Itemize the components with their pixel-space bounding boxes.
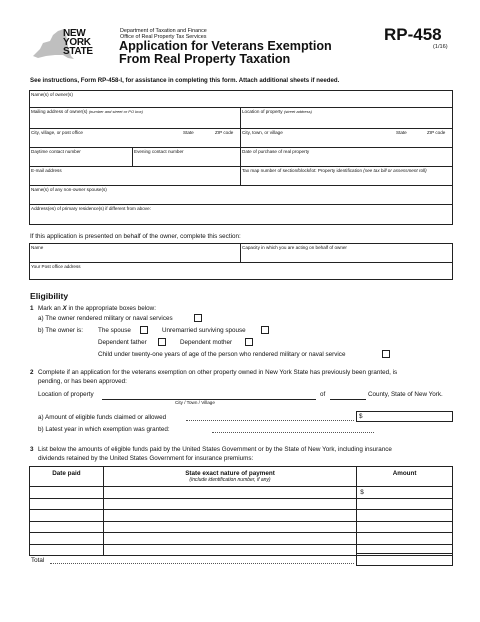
father-checkbox[interactable] [158,338,166,346]
col-date-paid [30,467,104,487]
primary-residence-label: Address(es) of primary residence(s) if different from above: [31,206,151,211]
q2a-text: a) Amount of eligible funds claimed or allowed [38,414,167,421]
agency-line1: Department of Taxation and Finance [120,28,207,34]
payment-amount-cell[interactable] [357,487,453,499]
county-field[interactable] [330,392,366,400]
q2b-text: b) Latest year in which exemption was granted: [38,426,170,433]
payment-nature-cell[interactable] [103,498,356,510]
instructions-line: See instructions, Form RP-458-I, for assistance in completing this form. Attach additional sheets if needed. [30,77,340,84]
mailing-address-note: (number and street or PO box) [88,109,143,114]
q2-number: 2 [30,369,34,376]
child-label: Child under twenty-one years of age of the person who rendered military or naval service [98,351,346,358]
child-checkbox[interactable] [382,350,390,358]
leader-dots [50,563,354,564]
property-city-field[interactable] [241,137,452,146]
q3-text-line1: List below the amounts of eligible funds paid by the United States Government or by the State of New York, including insurance [38,446,392,453]
payment-date-cell[interactable] [30,487,104,499]
payment-date-cell[interactable] [30,498,104,510]
zip-label: ZIP code [215,130,234,135]
nonowner-spouse-label: Name(s) of any non-owner spouse(s) [31,187,107,192]
form-number: RP-458 [384,25,442,44]
mailing-address-text: Mailing address of owner(s) [31,109,88,114]
zip2-label: ZIP code [427,130,446,135]
q1-x: X [62,305,67,312]
state-label: State [183,130,194,135]
form-title [119,40,332,66]
purchase-date-label: Date of purchase of real property [242,149,310,154]
mailing-address-label [31,110,143,115]
q1-text-b: in the appropriate boxes below: [66,305,156,312]
mailing-city-field[interactable] [30,137,239,146]
owner-name-field[interactable] [30,99,452,106]
mailing-address-field[interactable] [30,116,239,127]
payment-row [30,533,453,545]
purchase-date-field[interactable] [241,156,452,165]
mother-checkbox[interactable] [245,338,253,346]
payment-amount-cell[interactable] [357,521,453,533]
divider [29,204,453,205]
payment-nature-cell[interactable] [103,487,356,499]
q1b-text: b) The owner is: [38,327,84,334]
q2-text-line2: pending, or has been approved: [38,378,127,385]
owner-name-label: Name(s) of owner(s) [31,92,73,97]
email-label: E-mail address [31,168,62,173]
unremarried-label: Unremarried surviving spouse [162,327,246,334]
payment-amount-cell[interactable] [357,533,453,545]
q1-text [38,305,156,313]
logo-line-york: YORK [63,37,91,48]
tax-map-text: Tax map number of section/block/lot: Property identification [242,168,363,173]
col-nature [103,467,356,487]
mother-label: Dependent mother [180,339,233,346]
daytime-phone-label: Daytime contact number [31,149,81,154]
payment-row [30,487,453,499]
q2-text-line1: Complete if an application for the veterans exemption on other property owned in New York State has previously been granted, is [38,369,398,376]
behalf-po-label: Your Post office address [31,264,81,269]
nonowner-spouse-field[interactable] [30,194,452,203]
unremarried-checkbox[interactable] [261,326,269,334]
divider [29,107,453,108]
tax-map-field[interactable] [241,175,452,184]
logo-text [63,29,93,56]
leader-dots [186,420,354,421]
behalf-capacity-field[interactable] [241,252,452,261]
total-field[interactable] [356,553,453,566]
primary-residence-field[interactable] [30,213,452,224]
payment-date-cell[interactable] [30,533,104,545]
divider [29,128,453,129]
payment-amount-cell[interactable] [357,498,453,510]
agency-line2: Office of Real Property Tax Services [120,34,207,41]
q1-text-a: Mark an [38,305,63,312]
spouse-checkbox[interactable] [140,326,148,334]
q1-number: 1 [30,305,34,312]
payment-amount-cell[interactable] [357,510,453,522]
location-label: Location of property [38,391,94,398]
logo-line-new: NEW [63,28,86,39]
tax-map-label [242,169,427,174]
logo-line-state: STATE [63,46,93,57]
divider [29,147,453,148]
amount-field[interactable] [356,411,453,422]
col-nature-note: (include identification number, if any) [189,477,271,483]
city-town-village-caption: City / Town / Village [175,400,215,405]
military-service-checkbox[interactable] [194,314,202,322]
payment-date-cell[interactable] [30,521,104,533]
payment-nature-cell[interactable] [103,533,356,545]
form-title-line2: From Real Property Taxation [119,52,291,66]
property-location-text: Location of property [242,109,283,114]
property-location-field[interactable] [241,116,452,127]
form-revision: (1/16) [433,44,448,50]
leader-dots [212,432,374,433]
col-nature-text: State exact nature of payment [185,470,275,477]
q1a-text: a) The owner rendered military or naval services [38,315,173,322]
daytime-phone-field[interactable] [30,156,131,165]
evening-phone-field[interactable] [133,156,239,165]
payment-date-cell[interactable] [30,510,104,522]
evening-phone-label: Evening contact number [134,149,184,154]
payment-nature-cell[interactable] [103,510,356,522]
q3-text-line2: dividends retained by the United States Government for insurance premiums: [38,455,254,462]
payment-row [30,521,453,533]
q3-number: 3 [30,446,34,453]
behalf-capacity-label: Capacity in which you are acting on behalf of owner [242,245,347,250]
location-field[interactable] [102,392,316,400]
divider [29,185,453,186]
city-town-label: City, town, or village [242,130,283,135]
eligibility-heading: Eligibility [30,291,69,301]
spouse-label: The spouse [98,327,131,334]
behalf-name-field[interactable] [30,252,239,261]
email-field[interactable] [30,175,239,184]
payment-row [30,498,453,510]
latest-year-field[interactable] [376,424,453,433]
payment-date-cell[interactable] [30,544,104,556]
payment-nature-cell[interactable] [103,544,356,556]
total-label: Total [31,557,45,564]
tax-map-note: (see tax bill or assessment roll) [363,168,427,173]
property-location-label [242,110,312,115]
behalf-name-label: Name [31,245,44,250]
payments-table [29,466,453,556]
behalf-po-field[interactable] [30,271,452,279]
col-date-paid-text: Date paid [52,470,81,477]
state2-label: State [396,130,407,135]
divider [29,166,453,167]
form-title-line1: Application for Veterans Exemption [119,39,332,53]
father-label: Dependent father [98,339,147,346]
county-label: County, State of New York. [368,391,443,398]
col-amount [357,467,453,487]
payment-nature-cell[interactable] [103,521,356,533]
col-amount-text: Amount [392,470,417,477]
divider [29,262,453,263]
of-label: of [320,391,326,398]
behalf-intro: If this application is presented on behalf of the owner, complete this section: [30,233,241,240]
payment-dollar: $ [360,488,364,496]
payment-row [30,510,453,522]
city-po-label: City, village, or post office [31,130,83,135]
property-location-note: (street address) [283,109,312,114]
amount-dollar: $ [359,413,363,420]
